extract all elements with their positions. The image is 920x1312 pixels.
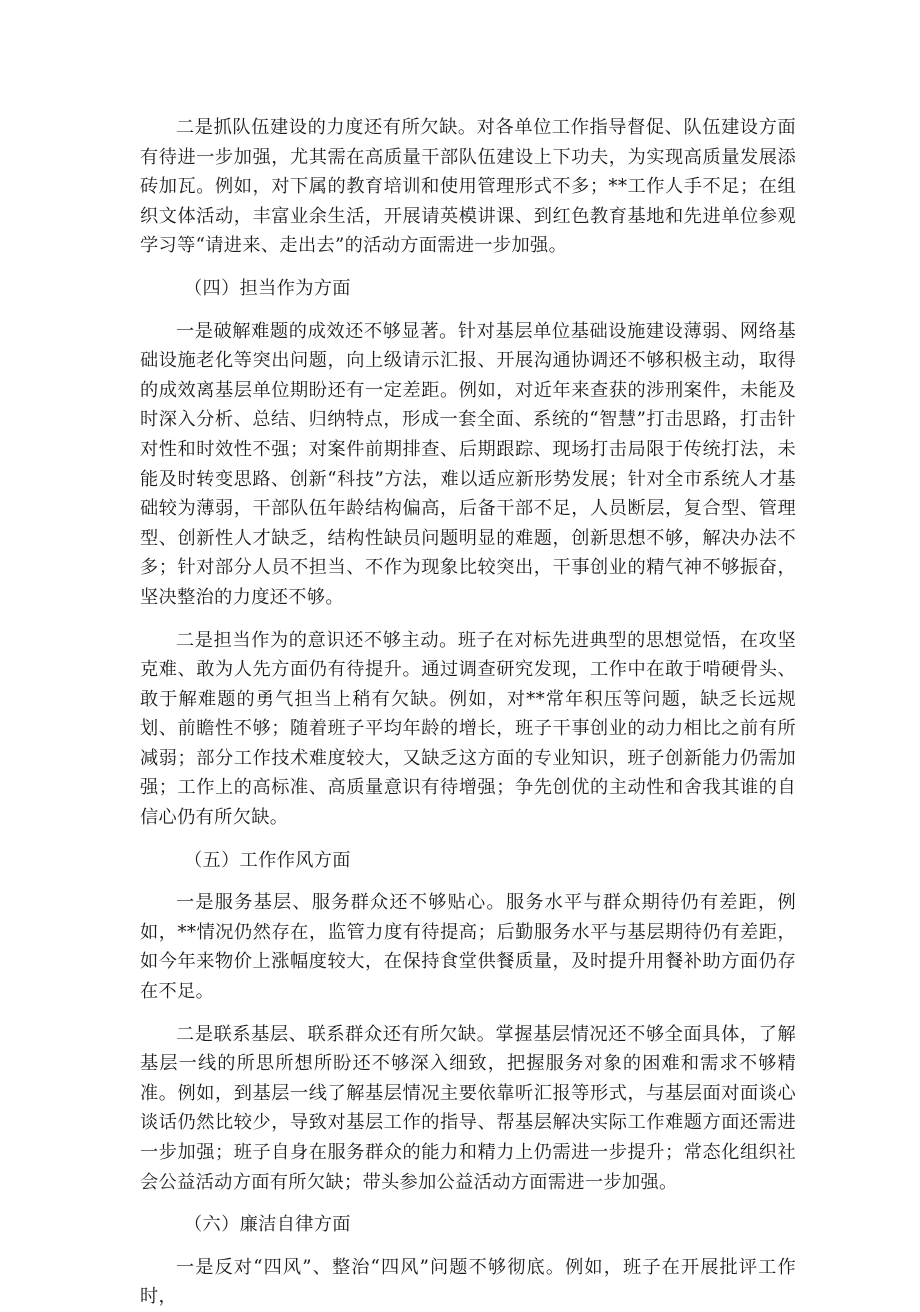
paragraph-initiative: 二是担当作为的意识还不够主动。班子在对标先进典型的思想觉悟，在攻坚克难、敢为人先方面仍有待提升。通过调查研究发现，工作中在敢于啃硬骨头、敢于解难题的勇气担当上稍有欠缺。例如，对**常年积压等问题，缺乏长远规划、前瞻性不够；随着班子平均年龄的增长，班子干事创业的动力相比之前有所减弱；部分工作技术难度较大，又缺乏这方面的专业知识，班子创新能力仍需加强；工作上的高标准、高质量意识有待增强；争先创优的主动性和舍我其谁的自信心仍有所欠缺。	[140, 629, 796, 829]
paragraph-gap	[140, 1197, 796, 1210]
section-heading-4: （四）担当作为方面	[184, 277, 351, 299]
section-heading-6: （六）廉洁自律方面	[184, 1214, 351, 1236]
paragraph-serve-grassroots: 一是服务基层、服务群众还不够贴心。服务水平与群众期待仍有差距，例如，**情况仍然存在，监管力度有待提高；后勤服务水平与基层期待仍有差距，如今年来物价上涨幅度较大，在保持食堂供餐质量，及时提升用餐补助方面仍存在不足。	[140, 892, 796, 1003]
section-heading-5: （五）工作作风方面	[184, 849, 351, 871]
paragraph-gap	[140, 875, 796, 888]
paragraph-problem-solving: 一是破解难题的成效还不够显著。针对基层单位基础设施建设薄弱、网络基础设施老化等突出问题，向上级请示汇报、开展沟通协调还不够积极主动，取得的成效离基层单位期盼还有一定差距。例如，对近年来查获的涉刑案件，未能及时深入分析、总结、归纳特点，形成一套全面、系统的“智慧”打击思路，打击针对性和时效性不强；对案件前期排查、后期跟踪、现场打击局限于传统打法，未能及时转变思路、创新“科技”方法，难以适应新形势发展；针对全市系统人才基础较为薄弱，干部队伍年龄结构偏高，后备干部不足，人员断层，复合型、管理型、创新性人才缺乏，结构性缺员问题明显的难题，创新思想不够，解决办法不多；针对部分人员不担当、不作为现象比较突出，干事创业的精气神不够振奋，坚决整治的力度还不够。	[140, 320, 796, 608]
paragraph-contact-grassroots: 二是联系基层、联系群众还有所欠缺。掌握基层情况还不够全面具体，了解基层一线的所思所想所盼还不够深入细致，把握服务对象的困难和需求不够精准。例如，到基层一线了解基层情况主要依靠听汇报等形式，与基层面对面谈心谈话仍然比较少，导致对基层工作的指导、帮基层解决实际工作难题方面还需进一步加强；班子自身在服务群众的能力和精力上仍需进一步提升；常态化组织社会公益活动方面有所欠缺；带头参加公益活动方面需进一步加强。	[140, 1023, 796, 1193]
paragraph-team-building: 二是抓队伍建设的力度还有所欠缺。对各单位工作指导督促、队伍建设方面有待进一步加强，尤其需在高质量干部队伍建设上下功夫，为实现高质量发展添砖加瓦。例如，对下属的教育培训和使用管理形式不多；**工作人手不足；在组织文体活动，丰富业余生活，开展请英模讲课、到红色教育基地和先进单位参观学习等“请进来、走出去”的活动方面需进一步加强。	[140, 117, 796, 257]
paragraph-gap	[140, 833, 796, 846]
paragraph-gap	[140, 613, 796, 626]
paragraph-gap	[140, 261, 796, 274]
document-page	[140, 113, 796, 1312]
paragraph-gap	[140, 304, 796, 317]
paragraph-gap	[140, 1007, 796, 1020]
paragraph-four-winds: 一是反对“四风”、整治“四风”问题不够彻底。例如，班子在开展批评工作时，	[140, 1256, 796, 1308]
paragraph-gap	[140, 1240, 796, 1253]
